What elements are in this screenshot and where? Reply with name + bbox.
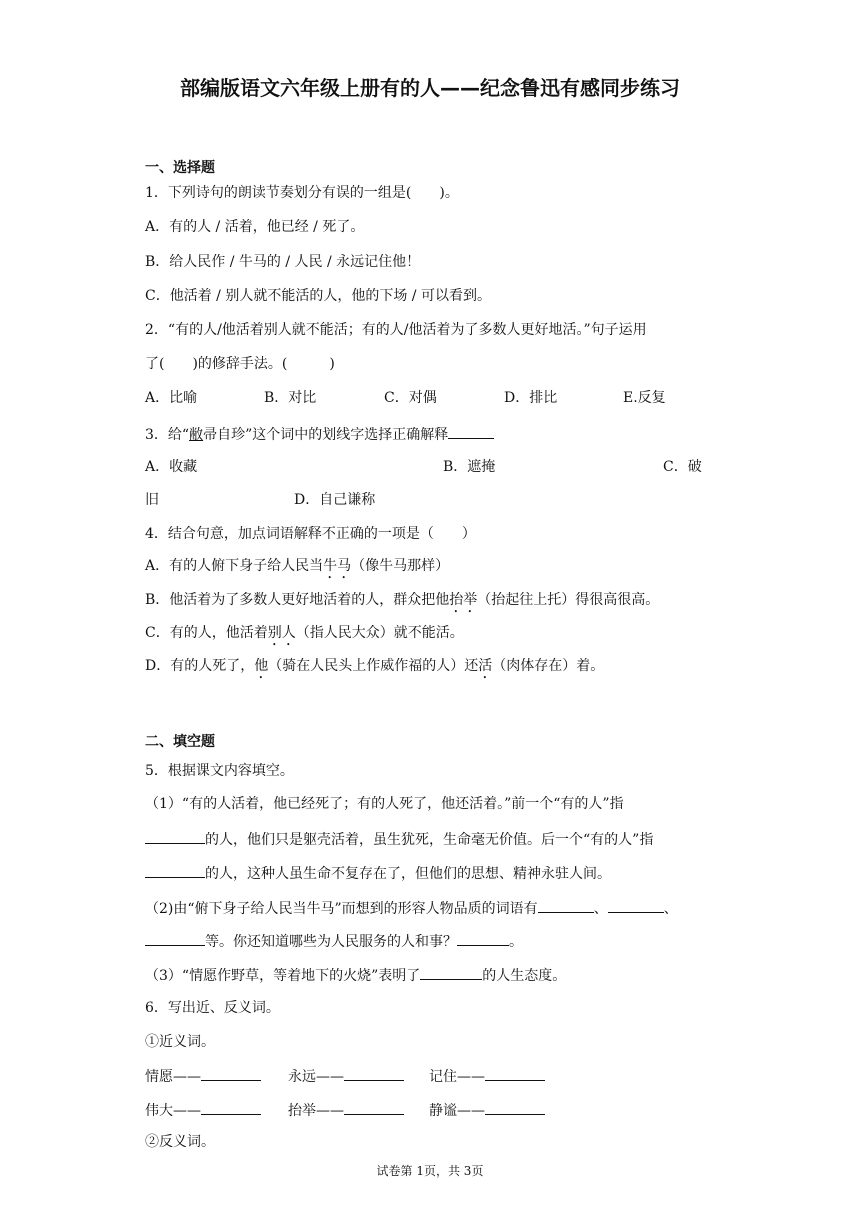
answer-blank[interactable] [485, 1099, 545, 1115]
question-5-part1-line3 [145, 862, 611, 884]
page-footer: 试卷第 1页，共 3页 [376, 1164, 484, 1178]
dotted-word: 抬举 [449, 592, 478, 608]
option-text: （抬起往上托）得很高很高。 [477, 592, 660, 608]
section-heading-choice: 一、选择题 [145, 160, 215, 176]
question-3-option-c-part2: 旧 [145, 492, 159, 508]
synonym-word: 永远—— [288, 1069, 344, 1085]
synonym-item [145, 1065, 261, 1087]
question-5-part2-line1 [145, 897, 678, 919]
question-2-option-c: C．对偶 [384, 390, 437, 406]
question-5-part3 [145, 964, 566, 986]
separator: 、 [593, 901, 608, 917]
question-5-part1-line1: （1）“有的人活着，他已经死了；有的人死了，他还活着。”前一个“有的人”指 [145, 796, 624, 812]
line-text: （2)由“俯下身子给人民当牛马”而想到的形容人物品质的词语有 [145, 901, 538, 917]
option-text: （像牛马那样） [351, 558, 450, 574]
line-text: 的人，这种人虽生命不复存在了，但他们的思想、精神永驻人间。 [205, 866, 611, 882]
option-text: D．有的人死了， [145, 658, 255, 674]
section-heading-fill: 二、填空题 [145, 734, 215, 750]
line-text: 。 [509, 934, 523, 950]
question-3-option-c-part1: C．破 [663, 459, 702, 475]
synonym-word: 记住—— [429, 1069, 485, 1085]
option-text: （肉体存在）着。 [492, 658, 605, 674]
dotted-word: 别人 [267, 625, 296, 641]
question-4-option-d [145, 656, 604, 682]
question-1-option-b: B．给人民作 / 牛马的 / 人民 / 永远记住他！ [145, 254, 421, 270]
option-text: C．有的人，他活着 [145, 625, 268, 641]
synonym-item [429, 1065, 545, 1087]
dotted-word: 他 [254, 658, 269, 674]
answer-blank[interactable] [145, 862, 205, 878]
synonym-word: 情愿—— [145, 1069, 201, 1085]
question-2-option-b: B．对比 [264, 390, 317, 406]
answer-blank[interactable] [201, 1099, 261, 1115]
synonym-item [288, 1099, 404, 1121]
synonym-word: 静谧—— [429, 1103, 485, 1119]
answer-blank[interactable] [145, 828, 205, 844]
question-3-option-d: D．自己谦称 [294, 492, 376, 508]
question-4-option-a [145, 556, 449, 582]
option-text: （指人民大众）就不能活。 [295, 625, 464, 641]
synonym-item [288, 1065, 404, 1087]
question-3-underlined-char: 敝 [189, 427, 204, 443]
question-4-option-b [145, 590, 659, 616]
question-2-stem-line2: 了( )的修辞手法。( ) [145, 356, 335, 372]
answer-blank[interactable] [608, 897, 664, 913]
antonym-heading: ②反义词。 [145, 1134, 215, 1150]
question-3-option-a: A．收藏 [145, 459, 198, 475]
synonym-heading: ①近义词。 [145, 1034, 215, 1050]
question-1-option-c: C．他活着 / 别人就不能活的人，他的下场 / 可以看到。 [145, 288, 491, 304]
question-3-option-b: B．遮掩 [443, 459, 496, 475]
question-6-stem: 6．写出近、反义词。 [145, 1000, 280, 1016]
question-4-stem: 4．结合句意，加点词语解释不正确的一项是（ ） [145, 526, 476, 542]
line-text: 的人生态度。 [482, 968, 567, 984]
dotted-word: 活 [478, 658, 493, 674]
synonym-word: 抬举—— [288, 1103, 344, 1119]
synonym-item [429, 1099, 545, 1121]
answer-blank[interactable] [448, 423, 494, 439]
line-text: 的人，他们只是躯壳活着，虽生犹死，生命毫无价值。后一个“有的人”指 [205, 832, 654, 848]
answer-blank[interactable] [344, 1065, 404, 1081]
question-2-option-a: A．比喻 [145, 390, 198, 406]
answer-blank[interactable] [145, 930, 205, 946]
line-text: 等。你还知道哪些为人民服务的人和事？ [205, 934, 457, 950]
question-2-option-e: E.反复 [623, 390, 666, 406]
option-text: B．他活着为了多数人更好地活着的人，群众把他 [145, 592, 450, 608]
answer-blank[interactable] [485, 1065, 545, 1081]
answer-blank[interactable] [538, 897, 594, 913]
question-5-part2-line2 [145, 930, 523, 952]
question-2-option-d: D．排比 [504, 390, 558, 406]
question-3-stem-post: 帚自珍”这个词中的划线字选择正确解释 [203, 427, 449, 443]
answer-blank[interactable] [457, 930, 509, 946]
question-4-option-c [145, 623, 464, 649]
question-5-part1-line2 [145, 828, 653, 850]
question-5-stem: 5．根据课文内容填空。 [145, 763, 294, 779]
page-title: 部编版语文六年级上册有的人——纪念鲁迅有感同步练习 [180, 76, 680, 100]
question-3-stem [145, 423, 494, 445]
synonym-word: 伟大—— [145, 1103, 201, 1119]
synonym-item [145, 1099, 261, 1121]
answer-blank[interactable] [201, 1065, 261, 1081]
answer-blank[interactable] [420, 964, 482, 980]
answer-blank[interactable] [344, 1099, 404, 1115]
dotted-word: 牛马 [323, 558, 352, 574]
question-1-stem: 1．下列诗句的朗读节奏划分有误的一组是( )。 [145, 185, 459, 201]
question-1-option-a: A．有的人 / 活着，他已经 / 死了。 [145, 219, 365, 235]
line-text: （3）“情愿作野草，等着地下的火烧”表明了 [145, 968, 421, 984]
separator: 、 [663, 901, 678, 917]
option-text: （骑在人民头上作威作福的人）还 [268, 658, 479, 674]
question-3-stem-pre: 3．给“ [145, 427, 190, 443]
question-2-stem-line1: 2．“有的人/他活着别人就不能活；有的人/他活着为了多数人更好地活。”句子运用 [145, 322, 647, 338]
option-text: A．有的人俯下身子给人民当 [145, 558, 324, 574]
